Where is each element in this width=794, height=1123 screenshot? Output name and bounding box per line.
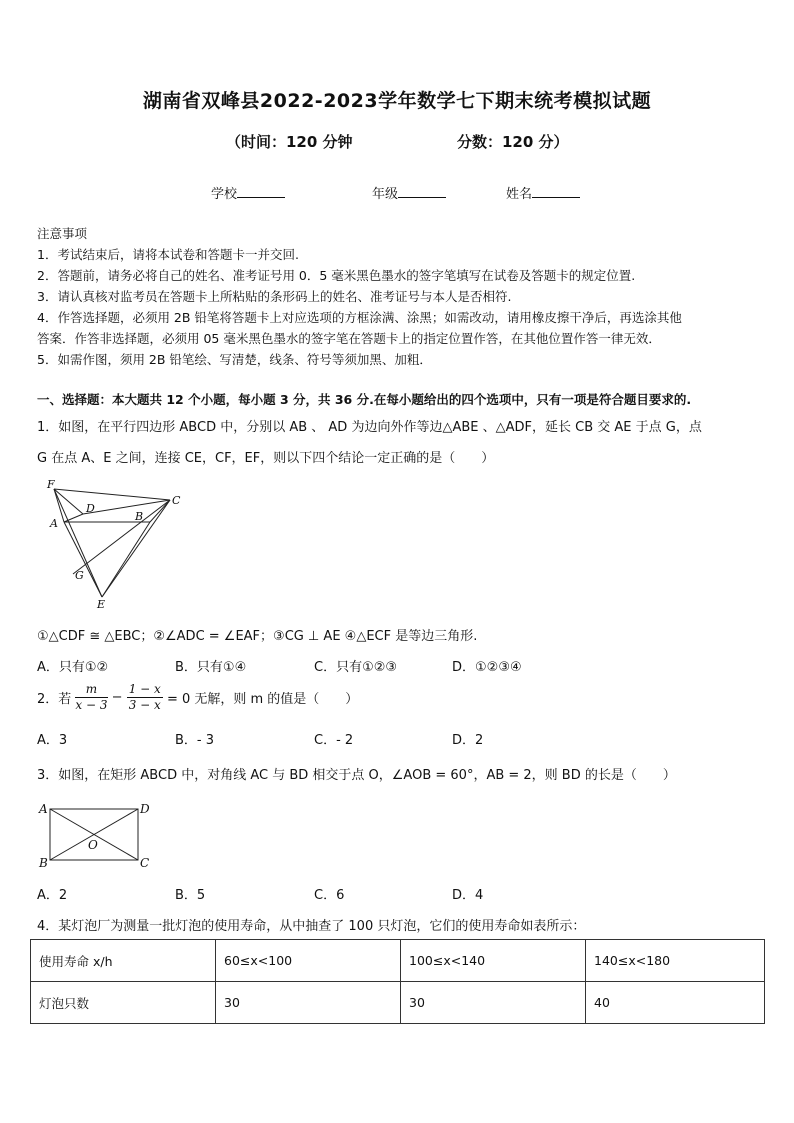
label-C: C: [140, 856, 150, 870]
q2-frac2-num: 1 − x: [128, 682, 161, 696]
q3-text: 3．如图，在矩形 ABCD 中，对角线 AC 与 BD 相交于点 O，∠AOB = 60°，AB = 2，则 BD 的长是（ ）: [37, 768, 676, 783]
note-item: 答案．作答非选择题，必须用 05 毫米黑色墨水的签字笔在答题卡上的指定位置作答，在其他位置作答一律无效．: [37, 331, 661, 346]
q2-option-a: A．3: [37, 733, 68, 748]
label-E: E: [97, 598, 106, 611]
q1-line1: 1．如图，在平行四边形 ABCD 中，分别以 AB 、 AD 为边向外作等边△ABE 、△ADF，延长 CB 交 AE 于点 G，点: [37, 420, 702, 435]
q2-option-c: C．- 2: [314, 733, 354, 748]
q2-fraction-2: [127, 682, 163, 713]
page-title: 湖南省双峰县2022-2023学年数学七下期末统考模拟试题: [142, 90, 652, 112]
grade-blank: [398, 185, 446, 198]
section-heading: 一、选择题：本大题共 12 个小题，每小题 3 分，共 36 分.在每小题给出的四个选项中，只有一项是符合题目要求的.: [37, 392, 692, 407]
q2-suffix: = 0 无解，则 m 的值是（ ）: [166, 692, 359, 707]
q1-option-b: B．只有①④: [175, 660, 247, 675]
q2-line: [37, 682, 358, 713]
q1-conclusions: ①△CDF ≅ △EBC；②∠ADC = ∠EAF；③CG ⊥ AE ④△ECF 是等边三角形.: [37, 629, 478, 644]
table-cell: 30: [401, 982, 586, 1024]
label-D: D: [86, 502, 95, 515]
table-cell: 30: [216, 982, 401, 1024]
q1-line2: G 在点 A、E 之间，连接 CE，CF，EF，则以下四个结论一定正确的是（ ）: [37, 451, 495, 466]
q3-option-c: C．6: [314, 888, 345, 903]
table-cell: 140≤x<180: [586, 940, 765, 982]
q2-frac1-den: x − 3: [75, 698, 108, 712]
label-B: B: [135, 510, 144, 523]
lifespan-table: [30, 939, 765, 1024]
label-G: G: [75, 569, 84, 582]
grade-field: [372, 183, 446, 202]
note-item: 1．考试结束后，请将本试卷和答题卡一并交回.: [37, 247, 299, 262]
table-cell: 灯泡只数: [31, 982, 216, 1024]
label-C: C: [172, 494, 181, 507]
q2-minus: −: [111, 690, 123, 705]
q2-frac2-den: 3 − x: [128, 698, 161, 712]
school-blank: [237, 185, 285, 198]
school-field: [211, 183, 285, 202]
q2-frac1-num: m: [75, 682, 107, 698]
label-A: A: [39, 802, 48, 816]
note-item: 4．作答选择题，必须用 2B 铅笔将答题卡上对应选项的方框涂满、涂黑；如需改动，请用橡皮擦干净后，再选涂其他: [37, 310, 682, 325]
q2-fraction-1: [75, 682, 107, 713]
label-O: O: [88, 838, 98, 852]
q1-option-a: A．只有①②: [37, 660, 109, 675]
table-row: [31, 940, 765, 982]
label-B: B: [39, 856, 48, 870]
name-label: 姓名: [506, 187, 533, 202]
name-blank: [532, 185, 580, 198]
note-item: 5．如需作图，须用 2B 铅笔绘、写清楚，线条、符号等须加黑、加粗．: [37, 352, 432, 367]
q2-option-d: D．2: [452, 733, 484, 748]
label-D: D: [140, 802, 150, 816]
table-cell: 使用寿命 x/h: [31, 940, 216, 982]
exam-score: 分数：120 分）: [457, 133, 569, 151]
table-cell: 60≤x<100: [216, 940, 401, 982]
label-F: F: [47, 478, 55, 491]
notes-heading: 注意事项: [37, 226, 88, 241]
q1-option-d: D．①②③④: [452, 660, 522, 675]
school-label: 学校: [211, 187, 238, 202]
table-cell: 100≤x<140: [401, 940, 586, 982]
q3-option-d: D．4: [452, 888, 484, 903]
q2-prefix: 2．若: [37, 692, 72, 707]
note-item: 3．请认真核对监考员在答题卡上所粘贴的条形码上的姓名、准考证号与本人是否相符.: [37, 289, 512, 304]
q2-option-b: B．- 3: [175, 733, 215, 748]
table-cell: 40: [586, 982, 765, 1024]
q1-figure: [40, 476, 190, 614]
q3-figure: [34, 799, 164, 875]
q4-text: 4．某灯泡厂为测量一批灯泡的使用寿命，从中抽查了 100 只灯泡，它们的使用寿命如表所示：: [37, 919, 586, 934]
exam-time: （时间：120 分钟: [226, 133, 353, 151]
name-field: [506, 183, 580, 202]
q3-option-b: B．5: [175, 888, 206, 903]
q1-option-c: C．只有①②③: [314, 660, 398, 675]
q3-option-a: A．2: [37, 888, 68, 903]
grade-label: 年级: [372, 187, 399, 202]
label-A: A: [50, 517, 58, 530]
note-item: 2．答题前，请务必将自己的姓名、准考证号用 0．5 毫米黑色墨水的签字笔填写在试卷及答题卡的规定位置.: [37, 268, 636, 283]
table-row: [31, 982, 765, 1024]
